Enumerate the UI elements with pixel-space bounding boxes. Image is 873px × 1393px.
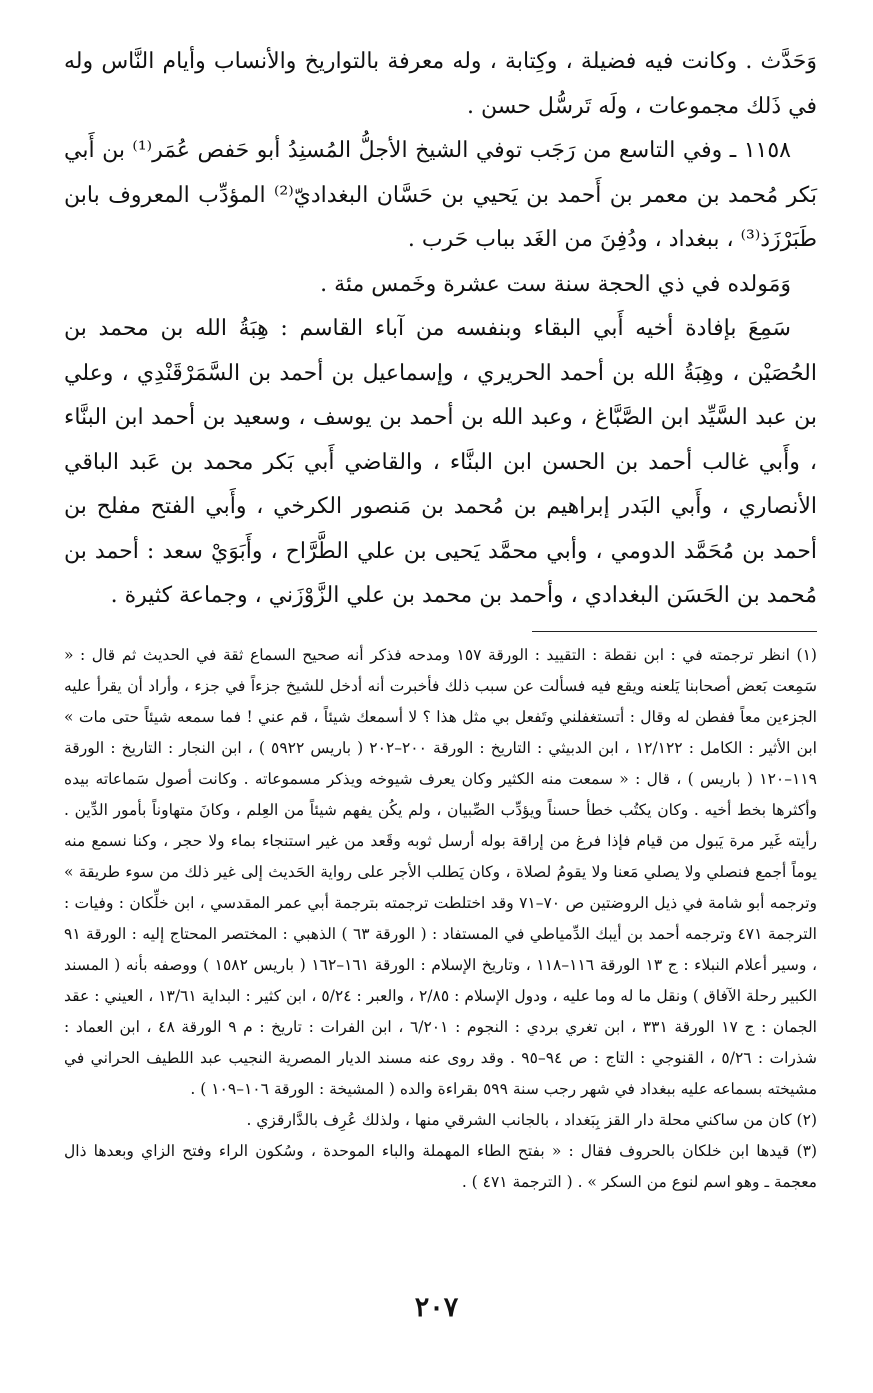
- footnote: [64, 1136, 817, 1198]
- footnote-number: (١): [796, 645, 817, 664]
- footnote-text: قيدها ابن خلكان بالحروف فقال : « بفتح الطاء المهملة والباء الموحدة ، وسُكون الراء وفتح الزاي وبعدها ذال معجمة ـ وهو اسم لنوع من السكر » . ( الترجمة ٤٧١ ) .: [64, 1141, 817, 1191]
- footnotes: [64, 640, 817, 1198]
- birth-paragraph: وَمَولده في ذي الحجة سنة ست عشرة وخَمس مئة .: [320, 271, 791, 297]
- footnote: [64, 1105, 817, 1136]
- footnote: [64, 640, 817, 1105]
- entry-paragraph: ١١٥٨ ـ وفي التاسع من رَجَب توفي الشيخ الأجلُّ المُسنِدُ أبو حَفص عُمَر⁽¹⁾ بن أَبي بَكر مُحمد بن معمر بن أَحمد بن يَحيي بن حَسَّان البغداديّ⁽²⁾ المؤدِّب المعروف بابن طَبَرْزَذ⁽³⁾ ، ببغداد ، ودُفِنَ من الغَد بباب حَرب .: [64, 138, 818, 252]
- main-paragraph: وَحَدَّث . وكانت فيه فضيلة ، وكِتابة ، وله معرفة بالتواريخ والأنساب وأيام النَّاس وله في ذَلك مجموعات ، ولَه تَرسُّل حسن .: [64, 49, 817, 119]
- teachers-paragraph: سَمِعَ بإفادة أخيه أَبي البقاء وبنفسه من آباء القاسم : هِبَةُ الله بن محمد بن الحُصَيْن ، وهِبَةُ الله بن أحمد الحريري ، وإسماعيل بن أحمد بن السَّمَرْقَنْدِي ، وعلي بن عبد السَّيِّد ابن الصَّبَّاغ ، وعبد الله بن أحمد بن يوسف ، وسعيد بن أحمد ابن البنَّاء ، وأَبي غالب أحمد بن الحسن ابن البنَّاء ، والقاضي أَبي بَكر محمد بن عَبد الباقي الأنصاري ، وأَبي البَدر إبراهيم بن مُحمد بن مَنصور الكرخي ، وأَبي الفتح مفلح بن أحمد بن مُحَمَّد الدومي ، وأبي محمَّد يَحيى بن علي الطَّرَّاح ، وأَبَوَيْ سعد : أحمد بن مُحمد بن الحَسَن البغدادي ، وأحمد بن محمد بن علي الزَّوْزَني ، وجماعة كثيرة .: [64, 316, 817, 608]
- footnote-divider: [532, 631, 817, 632]
- main-text: [64, 40, 817, 619]
- footnote-number: (٣): [796, 1141, 817, 1160]
- footnote-text: كان من ساكني محلة دار القز بِبَغداد ، بالجانب الشرقي منها ، ولذلك عُرِف بالدَّارقزي .: [246, 1110, 792, 1129]
- page-number: ٢٠٧: [414, 1292, 459, 1323]
- footnote-number: (٢): [796, 1110, 817, 1129]
- footnote-text: انظر ترجمته في : ابن نقطة : التقييد : الورقة ١٥٧ ومدحه فذكر أنه صحيح السماع ثقة في الحديث ثم قال : « سَمِعت بَعض أصحابنا يَلعنه ويقع فيه فسألت عن سبب ذلك فأخبرت أنه أدخل للشيخ جزءاً في جزء ، وأراد أن يقرأ عليه الجزءين معاً ففطن له وقال : أتستغفلني وتَفعل بي مثل هذا ؟ لا أسمعك شيئاً ، قم عني ! فما سمعه شيئاً حتى مات » ابن الأثير : الكامل : ١٢/١٢٢ ، ابن الدبيثي : التاريخ : الورقة ٢٠٠–٢٠٢ ( باريس ٥٩٢٢ ) ، ابن النجار : التاريخ : الورقة ١١٩–١٢٠ ( باريس ) ، قال : « سمعت منه الكثير وكان يعرف شيوخه ويذكر مسموعاته . وكانت أصول سَماعاته بيده وأكثرها بخط أخيه . وكان يكتُب خطأ حسناً ويؤدِّب الصِّبيان ، ولم يكُن يفهم شيئاً من العِلم ، وكانَ متهاوناً بأمور الدِّين . رأيته غَير مرة يَبول من قيام فإذا فرغ من إراقة بوله أرسل ثوبه وقَعد من غير استنجاء بماء ولا حجر ، وكنا نسمع منه يوماً أجمع فنصلي ولا يصلي مَعنا ولا يقومُ لصلاة ، وكان يَطلب الأجر على رواية الحَديث إلى غير ذلك من سوء طريقة » وترجمه أبو شامة في ذيل الروضتين ص ٧٠–٧١ وقد اختلطت ترجمته بترجمة أبي عمر المقدسي ، ابن خلِّكان : وفيات : الترجمة ٤٧١ وترجمه أحمد بن أيبك الدِّمياطي في المستفاد : ( الورقة ٦٣ ) الذهبي : المختصر المحتاج إليه : الورقة ٩١ ، وسير أعلام النبلاء : ج ١٣ الورقة ١١٦–١١٨ ، وتاريخ الإسلام : الورقة ١٦١–١٦٢ ( باريس ١٥٨٢ ) ووصفه بأنه ( المسند الكبير رحلة الآفاق ) ونقل ما له وما عليه ، ودول الإسلام : ٢/٨٥ ، والعبر : ٥/٢٤ ، ابن كثير : البداية ١٣/٦١ ، العيني : عقد الجمان : ج ١٧ الورقة ٣٣١ ، ابن تغري بردي : النجوم : ٦/٢٠١ ، ابن الفرات : تاريخ : م ٩ الورقة ٤٨ ، ابن العماد : شذرات : ٥/٢٦ ، القنوجي : التاج : ص ٩٤–٩٥ . وقد روى عنه مسند الديار المصرية النجيب عبد اللطيف الحراني في مشيخته بسماعه عليه ببغداد في شهر رجب سنة ٥٩٩ بقراءة والده ( المشيخة : الورقة ١٠٦–١٠٩ ) .: [64, 645, 818, 1098]
